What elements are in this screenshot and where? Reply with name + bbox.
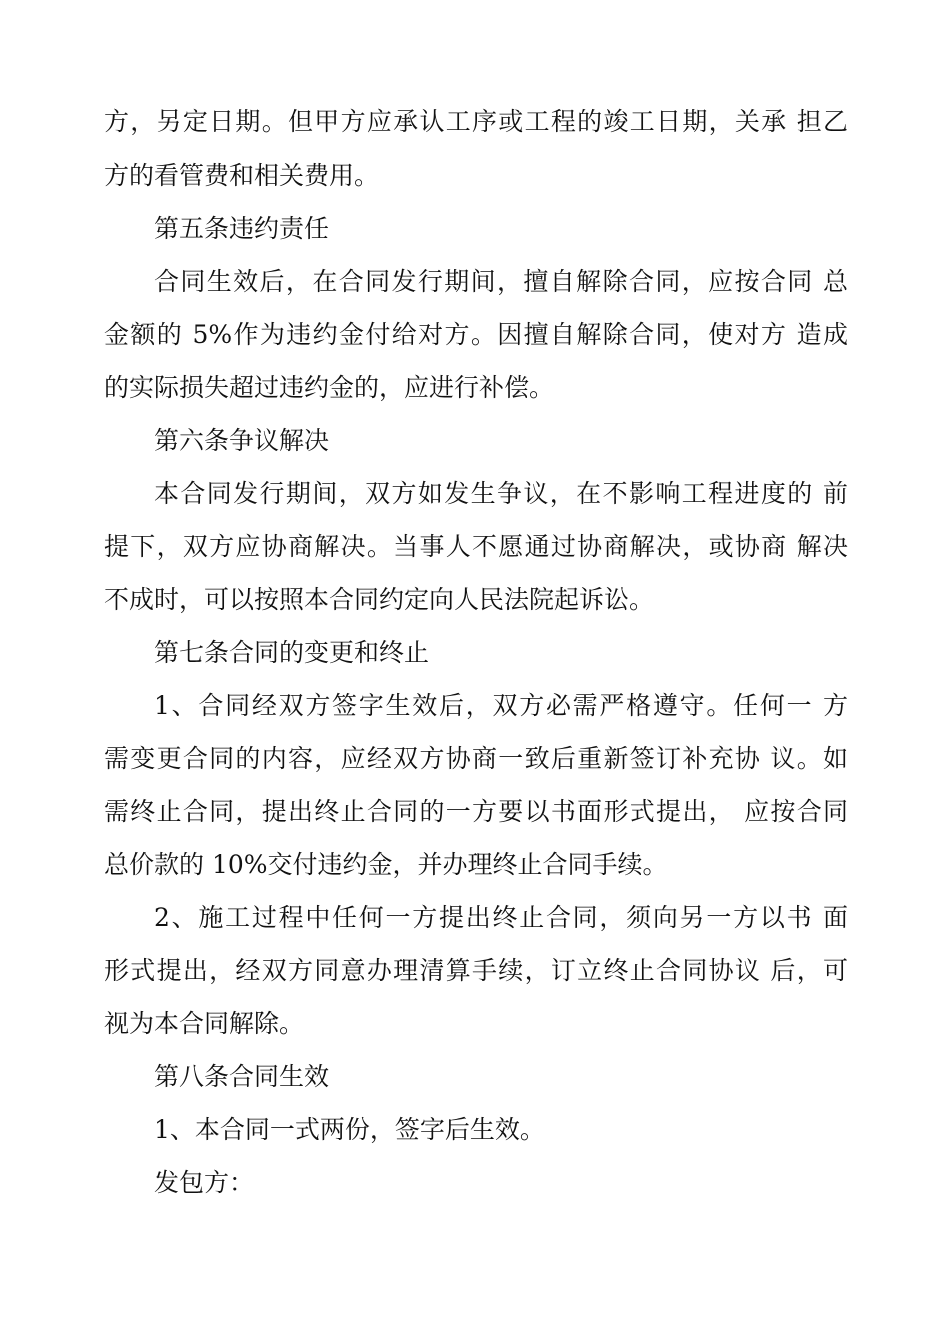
body-line: 2、施工过程中任何一方提出终止合同，须向另一方以书 面 bbox=[154, 903, 848, 932]
body-line: 合同生效后，在合同发行期间，擅自解除合同，应按合同 总 bbox=[154, 267, 848, 296]
body-line: 需变更合同的内容，应经双方协商一致后重新签订补充协 议。如 bbox=[104, 744, 848, 773]
signature-label: 发包方： bbox=[154, 1168, 255, 1197]
body-line: 本合同发行期间，双方如发生争议，在不影响工程进度的 前 bbox=[154, 479, 848, 508]
body-line: 总价款的 10%交付违约金，并办理终止合同手续。 bbox=[104, 850, 668, 879]
body-line: 方，另定日期。但甲方应承认工序或工程的竣工日期，关承 担乙 bbox=[104, 107, 848, 136]
body-line: 的实际损失超过违约金的，应进行补偿。 bbox=[104, 373, 555, 402]
body-line: 视为本合同解除。 bbox=[104, 1009, 305, 1038]
body-line: 需终止合同，提出终止合同的一方要以书面形式提出， 应按合同 bbox=[104, 797, 848, 826]
section-heading-8: 第八条合同生效 bbox=[154, 1062, 330, 1091]
body-line: 形式提出，经双方同意办理清算手续，订立终止合同协议 后，可 bbox=[104, 956, 848, 985]
body-line: 提下，双方应协商解决。当事人不愿通过协商解决，或协商 解决 bbox=[104, 532, 848, 561]
body-line: 方的看管费和相关费用。 bbox=[104, 161, 380, 190]
section-heading-6: 第六条争议解决 bbox=[154, 426, 330, 455]
body-line: 1、本合同一式两份，签字后生效。 bbox=[154, 1115, 545, 1144]
body-line: 1、合同经双方签字生效后，双方必需严格遵守。任何一 方 bbox=[154, 691, 848, 720]
section-heading-7: 第七条合同的变更和终止 bbox=[154, 638, 430, 667]
section-heading-5: 第五条违约责任 bbox=[154, 214, 330, 243]
body-line: 不成时，可以按照本合同约定向人民法院起诉讼。 bbox=[104, 585, 655, 614]
body-line: 金额的 5%作为违约金付给对方。因擅自解除合同，使对方 造成 bbox=[104, 320, 848, 349]
